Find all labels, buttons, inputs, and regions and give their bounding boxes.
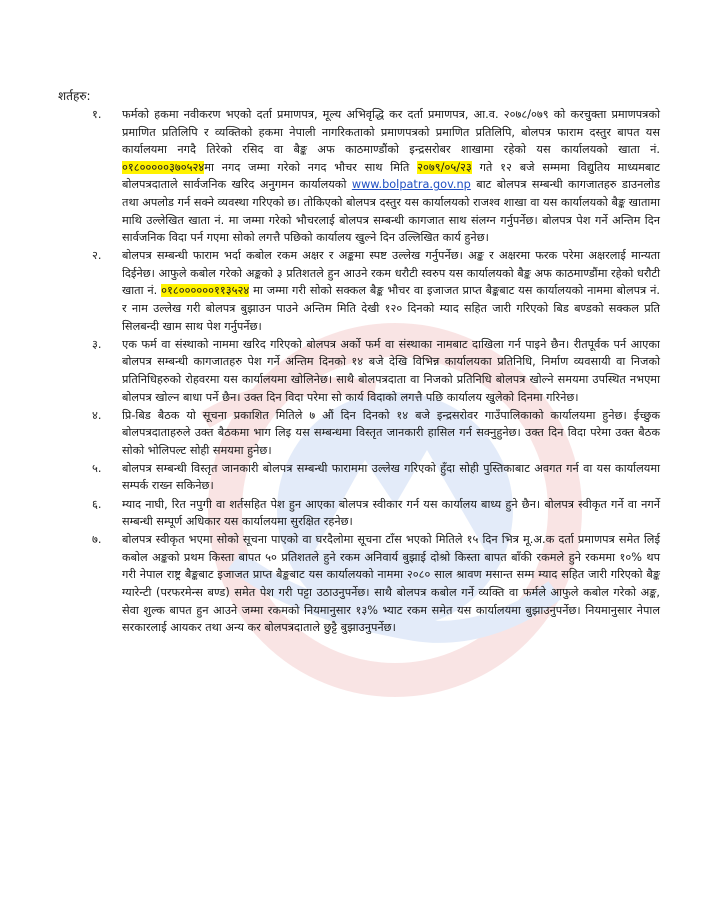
bolpatra-website-link[interactable]: www.bolpatra.gov.np (351, 178, 471, 192)
condition-item-4 (92, 407, 660, 460)
condition-text: मा नगद जम्मा गरेको नगद भौचर साथ मिति (204, 160, 418, 174)
condition-item-3 (92, 336, 660, 406)
condition-text: बाट बोलपत्र सम्बन्धी कागजातहरु डाउनलोड तथा अपलोड गर्न सक्ने व्यवस्था गरिएको छ। तोकिएको बोलपत्र दस्तुर यस कार्यालयको राजश्व शाखा वा यस कार्यालयको बैङ्क खातामा माथि उल्लेखित खाता नं. मा जम्मा गरेको भौचरलाई बोलपत्र सम्बन्धी कागजात साथ संलग्न गर्नुपर्नेछ। बोलपत्र पेश गर्ने अन्तिम दिन सार्वजनिक विदा पर्न गएमा सोको लगत्तै पछिको कार्यालय खुल्ने दिन उल्लिखित कार्य हुनेछ। (122, 178, 660, 245)
condition-item-1 (92, 106, 660, 247)
condition-number: ३. (92, 337, 102, 351)
conditions-list (92, 106, 660, 637)
condition-text: प्रि-बिड बैठक यो सूचना प्रकाशित मितिले ७ औं दिन दिनको १४ बजे इन्द्रसरोवर गाउँपालिकाको कार्यालयमा हुनेछ। ईच्छुक बोलपत्रदाताहरुले उक्त बैठकमा भाग लिइ यस सम्बन्धमा विस्तृत जानकारी हासिल गर्न सक्नुहुनेछ। उक्त दिन विदा परेमा उक्त बैठक सोको भोलिपल्ट सोही समयमा हुनेछ। (122, 408, 660, 457)
condition-number: ५. (92, 461, 102, 475)
condition-text: बोलपत्र सम्बन्धी विस्तृत जानकारी बोलपत्र सम्बन्धी फाराममा उल्लेख गरिएको हुँदा सोही पुस्तिकाबाट अवगत गर्न वा यस कार्यालयमा सम्पर्क राख्न सकिनेछ। (122, 461, 660, 493)
condition-text: बोलपत्र स्वीकृत भएमा सोको सूचना पाएको वा घरदैलोमा सूचना टाँस भएको मितिले १५ दिन भित्र मू.अ.क दर्ता प्रमाणपत्र समेत लिई कबोल अङ्कको प्रथम किस्ता बापत ५० प्रतिशतले हुने रकम अनिवार्य बुझाई दोश्रो किस्ता बापत बाँकी रकमले हुने रकममा १०% थप गरी नेपाल राष्ट्र बैङ्कबाट इजाजत प्राप्त बैङ्कबाट यस कार्यालयको नाममा २०८० साल श्रावण मसान्त सम्म म्याद सहित जारी गरिएको बैङ्क ग्यारेन्टी (परफरमेन्स बण्ड) समेत पेश गरी पट्टा उठाउनुपर्नेछ। साथै बोलपत्र कबोल गर्ने व्यक्ति वा फर्मले आफुले कबोल गरेको अङ्क, सेवा शुल्क बापत हुन आउने जम्मा रकमको नियमानुसार १३% भ्याट रकम समेत यस कार्यालयमा बुझाउनुपर्नेछ। नियमानुसार नेपाल सरकारलाई आयकर तथा अन्य कर बोलपत्रदाताले छुट्टै बुझाउनुपर्नेछ। (122, 533, 660, 635)
condition-item-6 (92, 496, 660, 531)
condition-item-7 (92, 531, 660, 637)
condition-number: ६. (92, 497, 102, 511)
highlighted-deposit-account-number: ०१८००००००११३५२४ (161, 284, 250, 298)
highlighted-deadline-date: २०७९/०५/२३ (417, 160, 472, 174)
highlighted-account-number: ०१८०००००३७०५२४ (122, 160, 205, 174)
condition-text: मा जम्मा गरी सोको सक्कल बैङ्क भौचर वा इजाजत प्राप्त बैङ्कबाट यस कार्यालयको नाममा बोलपत्र नं. र नाम उल्लेख गरी बोलपत्र बुझाउन पाउने अन्तिम मिति देखी १२० दिनको म्याद सहित जारी गरिएको बिड बण्डको सक्कल प्रति सिलबन्दी खाम साथ पेश गर्नुपर्नेछ। (122, 284, 660, 333)
condition-text: एक फर्म वा संस्थाको नाममा खरिद गरिएको बोलपत्र अर्को फर्म वा संस्थाका नामबाट दाखिला गर्न पाइने छैन। रीतपूर्वक पर्न आएका बोलपत्र सम्बन्धी कागजातहरु पेश गर्ने अन्तिम दिनको १४ बजे देखि विभिन्न कार्यालयका प्रतिनिधि, निर्माण व्यवसायी वा निजको प्रतिनिधिहरुको रोहवरमा यस कार्यालयमा खोलिनेछ। साथै बोलपत्रदाता वा निजको प्रतिनिधि बोलपत्र खोल्ने समयमा उपस्थित नभएमा बोलपत्र खोल्न बाधा पर्ने छैन। उक्त दिन विदा परेमा सो कार्य विदाको लगत्तै पछि कार्यालय खुलेको दिनमा गरिनेछ। (122, 337, 660, 404)
condition-text: फर्मको हकमा नवीकरण भएको दर्ता प्रमाणपत्र, मूल्य अभिवृद्धि कर दर्ता प्रमाणपत्र, आ.व. २०७८/०७९ को करचुक्ता प्रमाणपत्रको प्रमाणित प्रतिलिपि र व्यक्तिको हकमा नेपाली नागरिकताको प्रमाणपत्रको प्रमाणित प्रतिलिपि, बोलपत्र फाराम दस्तुर बापत यस कार्यालयमा नगदै तिरेको रसिद वा बैङ्क अफ काठमाण्डौंको इन्द्रसरोबर शाखामा रहेको यस कार्यालयको खाता नं. (122, 108, 660, 157)
conditions-heading: शर्तहरु: (58, 89, 91, 103)
condition-number: ७. (92, 533, 102, 547)
condition-number: ४. (92, 408, 102, 422)
condition-number: २. (92, 249, 102, 263)
condition-number: १. (92, 108, 102, 121)
condition-text: गते १२ बजे सम्ममा विद्युतिय माध्यमबाट बोलपत्रदाताले सार्वजनिक खरिद अनुगमन कार्यालयको (122, 160, 660, 192)
condition-text: बोलपत्र सम्बन्धी फाराम भर्दा कबोल रकम अक्षर र अङ्कमा स्पष्ट उल्लेख गर्नुपर्नेछ। अङ्क र अक्षरमा फरक परेमा अक्षरलाई मान्यता दिईनेछ। आफुले कबोल गरेको अङ्कको ३ प्रतिशतले हुन आउने रकम धरौटी स्वरुप यस कार्यालयको बैङ्क अफ काठमाण्डौंमा रहेको धरौटी खाता नं. (122, 249, 660, 298)
condition-item-2 (92, 247, 660, 335)
condition-item-5 (92, 460, 660, 495)
condition-text: म्याद नाघी, रित नपुगी वा शर्तसहित पेश हुन आएका बोलपत्र स्वीकार गर्न यस कार्यालय बाध्य हुने छैन। बोलपत्र स्वीकृत गर्ने वा नगर्ने सम्बन्धी सम्पूर्ण अधिकार यस कार्यालयमा सुरक्षित रहनेछ। (122, 497, 660, 529)
